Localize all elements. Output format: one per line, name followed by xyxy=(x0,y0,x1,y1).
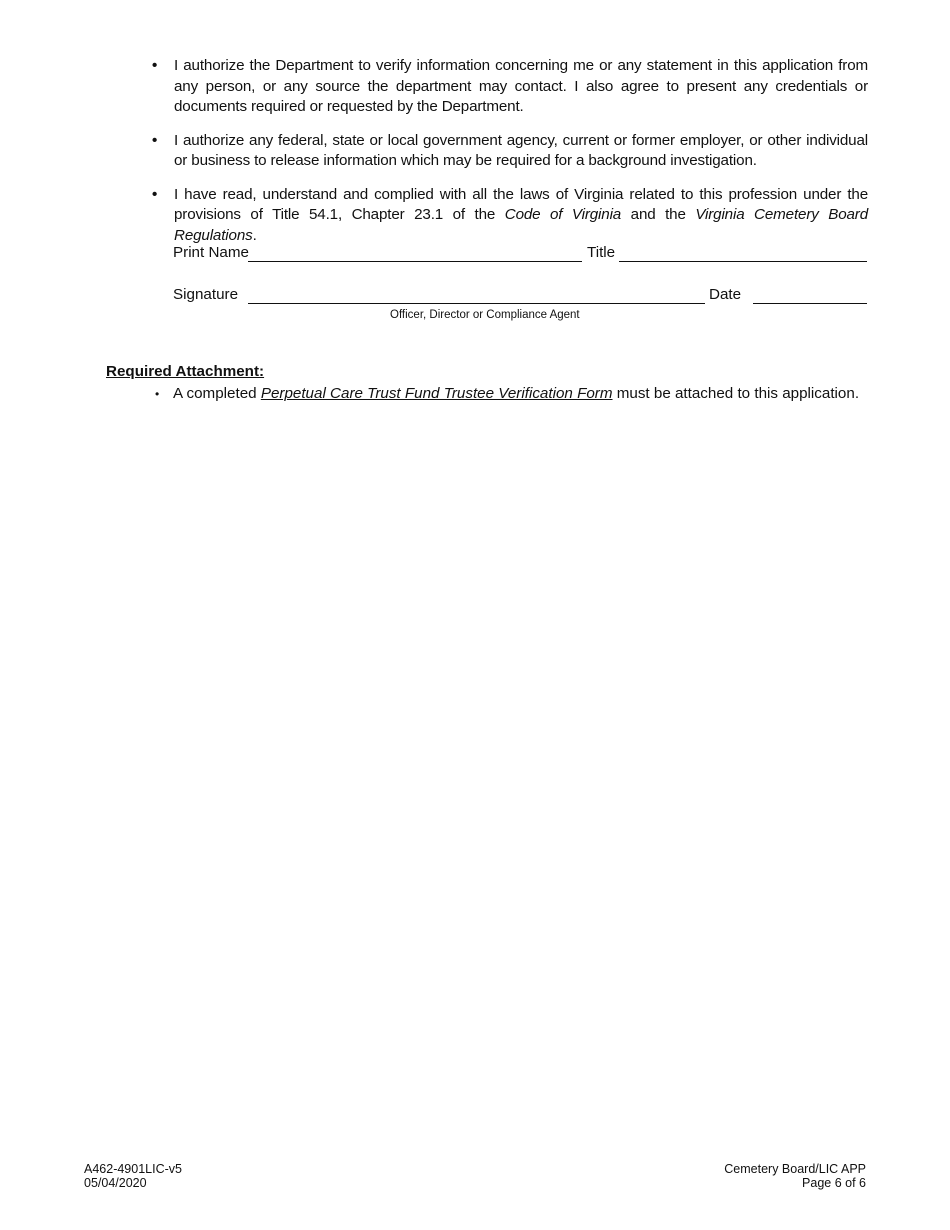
bullet-icon: • xyxy=(152,131,158,149)
authorization-statements xyxy=(150,56,868,259)
print-name-field[interactable] xyxy=(248,261,582,262)
attachment-suffix: must be attached to this application. xyxy=(612,385,860,402)
signature-date-row xyxy=(173,286,868,310)
statement-complied-with-laws xyxy=(150,185,868,247)
date-field[interactable] xyxy=(753,303,867,304)
date-label: Date xyxy=(709,286,742,303)
verification-form-name: Perpetual Care Trust Fund Trustee Verification Form xyxy=(260,385,613,402)
statement-text: I have read, understand and complied with all the laws of Virginia related to this profession under the provisions of Title 54.1, Chapter 23.1 of the xyxy=(174,185,868,223)
cemetery-regulations-ref: Virginia Cemetery Board Regulations xyxy=(174,206,868,244)
statement-release-information xyxy=(150,131,868,172)
required-attachment-heading: Required Attachment: xyxy=(106,363,265,380)
statement-text: I authorize the Department to verify information concerning me or any statement in this application from any person, or any source the department may contact. I also agree to present any credentials or documents required or requested by the Department. xyxy=(174,57,868,115)
statement-text: and the xyxy=(621,206,696,223)
footer-right xyxy=(724,1162,866,1190)
title-label: Title xyxy=(587,244,616,261)
statement-text: . xyxy=(252,226,257,244)
page-number: Page 6 of 6 xyxy=(802,1176,866,1190)
signature-caption: Officer, Director or Compliance Agent xyxy=(390,309,580,321)
code-of-virginia-ref: Code of Virginia xyxy=(504,206,622,223)
signature-field[interactable] xyxy=(248,303,705,304)
attachment-prefix: A completed xyxy=(173,385,261,402)
title-field[interactable] xyxy=(619,261,867,262)
required-attachment-item xyxy=(155,385,859,402)
statement-verify-information xyxy=(150,56,868,118)
signature-label: Signature xyxy=(173,286,239,303)
form-code: A462-4901LIC-v5 xyxy=(84,1162,182,1176)
bullet-icon: • xyxy=(152,57,158,74)
footer-left xyxy=(84,1162,182,1190)
form-date: 05/04/2020 xyxy=(84,1176,147,1190)
statement-text: I authorize any federal, state or local government agency, current or former employer, or other individual or business to release information which may be required for a background investigation. xyxy=(174,131,868,169)
board-name: Cemetery Board/LIC APP xyxy=(724,1162,866,1176)
bullet-icon: • xyxy=(152,185,158,203)
print-name-title-row xyxy=(173,244,868,268)
bullet-icon: • xyxy=(155,387,160,401)
print-name-label: Print Name xyxy=(173,244,249,261)
